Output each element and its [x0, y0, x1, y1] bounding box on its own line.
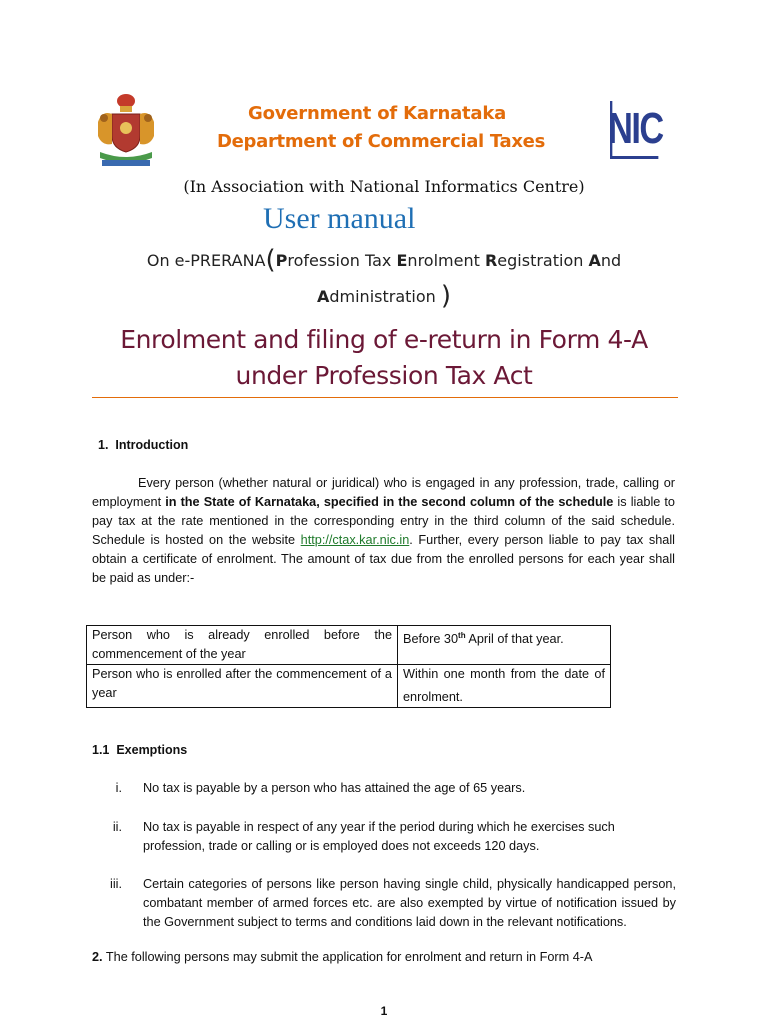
introduction-paragraph: Every person (whether natural or juridical) who is engaged in any profession, trade, calling or employment in the State of Karnataka, specified in the second column of the schedule is liable to pay tax at the rate mentioned in the corresponding entry in the third column of the said schedule. Schedule is hosted on the website http://ctax.kar.nic.in. Further, every person liable to pay tax shall obtain a certificate of enrolment. The amount of tax due from the enrolled persons for each year shall be paid as under:- [92, 476, 675, 585]
karnataka-emblem-icon [92, 92, 160, 170]
table-row [87, 626, 611, 665]
section-2-line: 2. The following persons may submit the application for enrolment and return in Form 4-A [92, 950, 593, 964]
document-title: User manual [263, 202, 416, 235]
table-cell-when: Within one month from the date of enrolment. [398, 665, 611, 708]
exemptions-heading: 1.1 Exemptions [92, 743, 188, 757]
nic-logo: NIC [610, 101, 658, 159]
subtitle-line-1: On e-PRERANA(Profession Tax Enrolment Registration And [146, 245, 622, 275]
main-headline [92, 322, 676, 394]
headline-line-1: Enrolment and filing of e-return in Form 4-A [120, 325, 648, 354]
table-cell-who: Person who is enrolled after the commencement of a year [87, 665, 398, 708]
table-cell-who: Person who is already enrolled before the commencement of the year [87, 626, 398, 665]
table-row [87, 665, 611, 708]
government-title: Government of Karnataka [248, 103, 507, 124]
table-cell-when: Before 30th April of that year. [398, 626, 611, 665]
subtitle-line-2: Administration ) [316, 281, 452, 311]
schedule-table [86, 625, 611, 708]
introduction-heading: 1. Introduction [98, 438, 189, 452]
headline-line-2: under Profession Tax Act [235, 361, 533, 390]
header-divider [92, 397, 678, 398]
department-title: Department of Commercial Taxes [217, 131, 546, 152]
page-number: 1 [380, 1004, 388, 1018]
association-line: (In Association with National Informatics Centre) [183, 177, 585, 196]
ctax-website-link[interactable]: http://ctax.kar.nic.in [300, 533, 410, 547]
